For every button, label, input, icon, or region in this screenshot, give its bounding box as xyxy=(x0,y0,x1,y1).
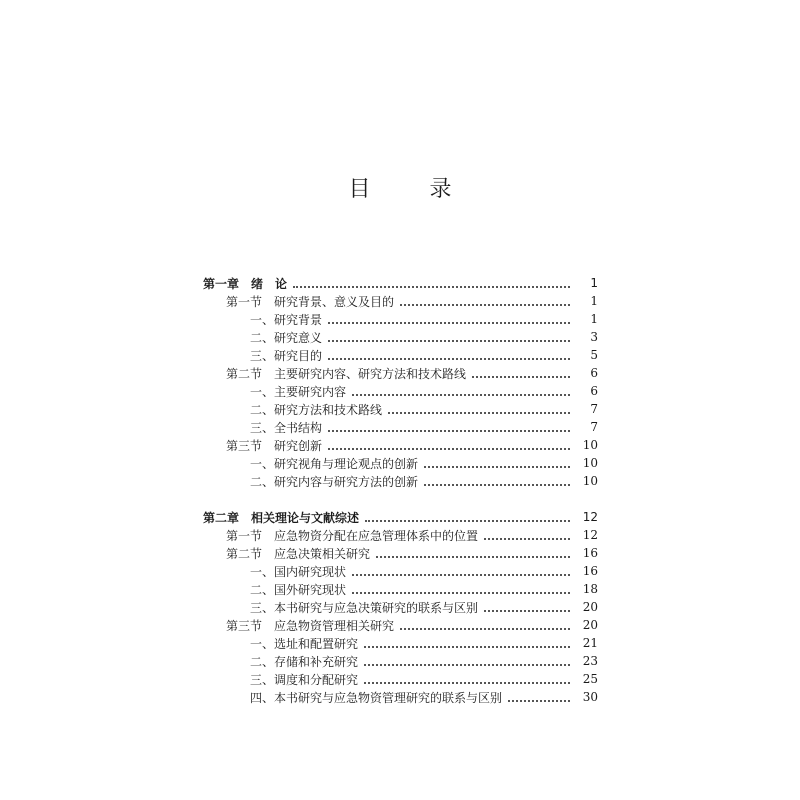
toc-entry-label: 一、研究视角与理论观点的创新 xyxy=(250,456,419,471)
toc-entry-label: 二、国外研究现状 xyxy=(250,582,347,597)
toc-entry-label: 二、研究内容与研究方法的创新 xyxy=(250,474,419,489)
toc-entry-label: 第一节 应急物资分配在应急管理体系中的位置 xyxy=(226,528,479,543)
dot-leader xyxy=(400,614,570,630)
dot-leader xyxy=(328,326,570,342)
dot-leader xyxy=(376,542,570,558)
dot-leader xyxy=(484,596,570,612)
toc-entry xyxy=(250,688,600,706)
toc-entry-label: 三、研究目的 xyxy=(250,348,323,363)
dot-leader xyxy=(424,452,570,468)
toc-entry-label: 一、选址和配置研究 xyxy=(250,636,359,651)
toc-entry-page-number: 16 xyxy=(582,564,598,578)
toc-entry-page-number: 6 xyxy=(590,384,598,398)
toc-entry-label: 第二节 应急决策相关研究 xyxy=(226,546,371,561)
toc-entry-page-number: 25 xyxy=(582,672,598,686)
dot-leader xyxy=(472,362,570,378)
toc-entry-label: 二、研究意义 xyxy=(250,330,323,345)
toc-entry-label: 三、调度和分配研究 xyxy=(250,672,359,687)
toc-entry-page-number: 16 xyxy=(582,546,598,560)
dot-leader xyxy=(328,308,570,324)
toc-entry-page-number: 18 xyxy=(582,582,598,596)
toc-entry-label: 一、研究背景 xyxy=(250,312,323,327)
toc-entry-page-number: 6 xyxy=(590,366,598,380)
toc-entry-page-number: 7 xyxy=(590,420,598,434)
toc-entry-label: 第一节 研究背景、意义及目的 xyxy=(226,294,395,309)
toc-entry-page-number: 1 xyxy=(590,294,598,308)
toc-entry-page-number: 3 xyxy=(590,330,598,344)
toc-entry-page-number: 10 xyxy=(582,474,598,488)
dot-leader xyxy=(364,632,570,648)
toc-entry-page-number: 12 xyxy=(582,510,598,524)
toc-entry-label: 一、主要研究内容 xyxy=(250,384,347,399)
dot-leader xyxy=(364,650,570,666)
dot-leader xyxy=(365,506,570,522)
toc-entry-page-number: 12 xyxy=(582,528,598,542)
toc-entry-page-number: 10 xyxy=(582,438,598,452)
toc-entry-label: 第三节 应急物资管理相关研究 xyxy=(226,618,395,633)
dot-leader xyxy=(388,398,570,414)
toc-entry-page-number: 10 xyxy=(582,456,598,470)
toc-entry-label: 第三节 研究创新 xyxy=(226,438,323,453)
dot-leader xyxy=(400,290,570,306)
toc-entry-page-number: 23 xyxy=(582,654,598,668)
toc-entry-page-number: 21 xyxy=(582,636,598,650)
dot-leader xyxy=(508,686,570,702)
toc-entry-label: 第一章 绪 论 xyxy=(203,276,288,291)
page-title: 目 录 xyxy=(348,177,478,202)
dot-leader xyxy=(364,668,570,684)
dot-leader xyxy=(484,524,570,540)
dot-leader xyxy=(424,470,570,486)
toc-entry-page-number: 1 xyxy=(590,312,598,326)
dot-leader xyxy=(352,560,570,576)
toc-entry xyxy=(250,472,600,490)
toc-entry-label: 四、本书研究与应急物资管理研究的联系与区别 xyxy=(250,690,503,705)
toc-entry-label: 三、本书研究与应急决策研究的联系与区别 xyxy=(250,600,479,615)
toc-entry-label: 第二节 主要研究内容、研究方法和技术路线 xyxy=(226,366,467,381)
dot-leader xyxy=(328,434,570,450)
toc-entry-page-number: 30 xyxy=(582,690,598,704)
toc-entry-page-number: 20 xyxy=(582,618,598,632)
toc-entry-page-number: 1 xyxy=(590,276,598,290)
toc-entry-page-number: 7 xyxy=(590,402,598,416)
dot-leader xyxy=(352,380,570,396)
toc-entry-label: 二、研究方法和技术路线 xyxy=(250,402,383,417)
dot-leader xyxy=(293,272,570,288)
dot-leader xyxy=(328,416,570,432)
toc-entry-page-number: 20 xyxy=(582,600,598,614)
dot-leader xyxy=(328,344,570,360)
toc-entry-label: 三、全书结构 xyxy=(250,420,323,435)
toc-entry-page-number: 5 xyxy=(590,348,598,362)
toc-entry-label: 第二章 相关理论与文献综述 xyxy=(203,510,360,525)
dot-leader xyxy=(352,578,570,594)
toc-entry-label: 二、存储和补充研究 xyxy=(250,654,359,669)
toc-entry-label: 一、国内研究现状 xyxy=(250,564,347,579)
